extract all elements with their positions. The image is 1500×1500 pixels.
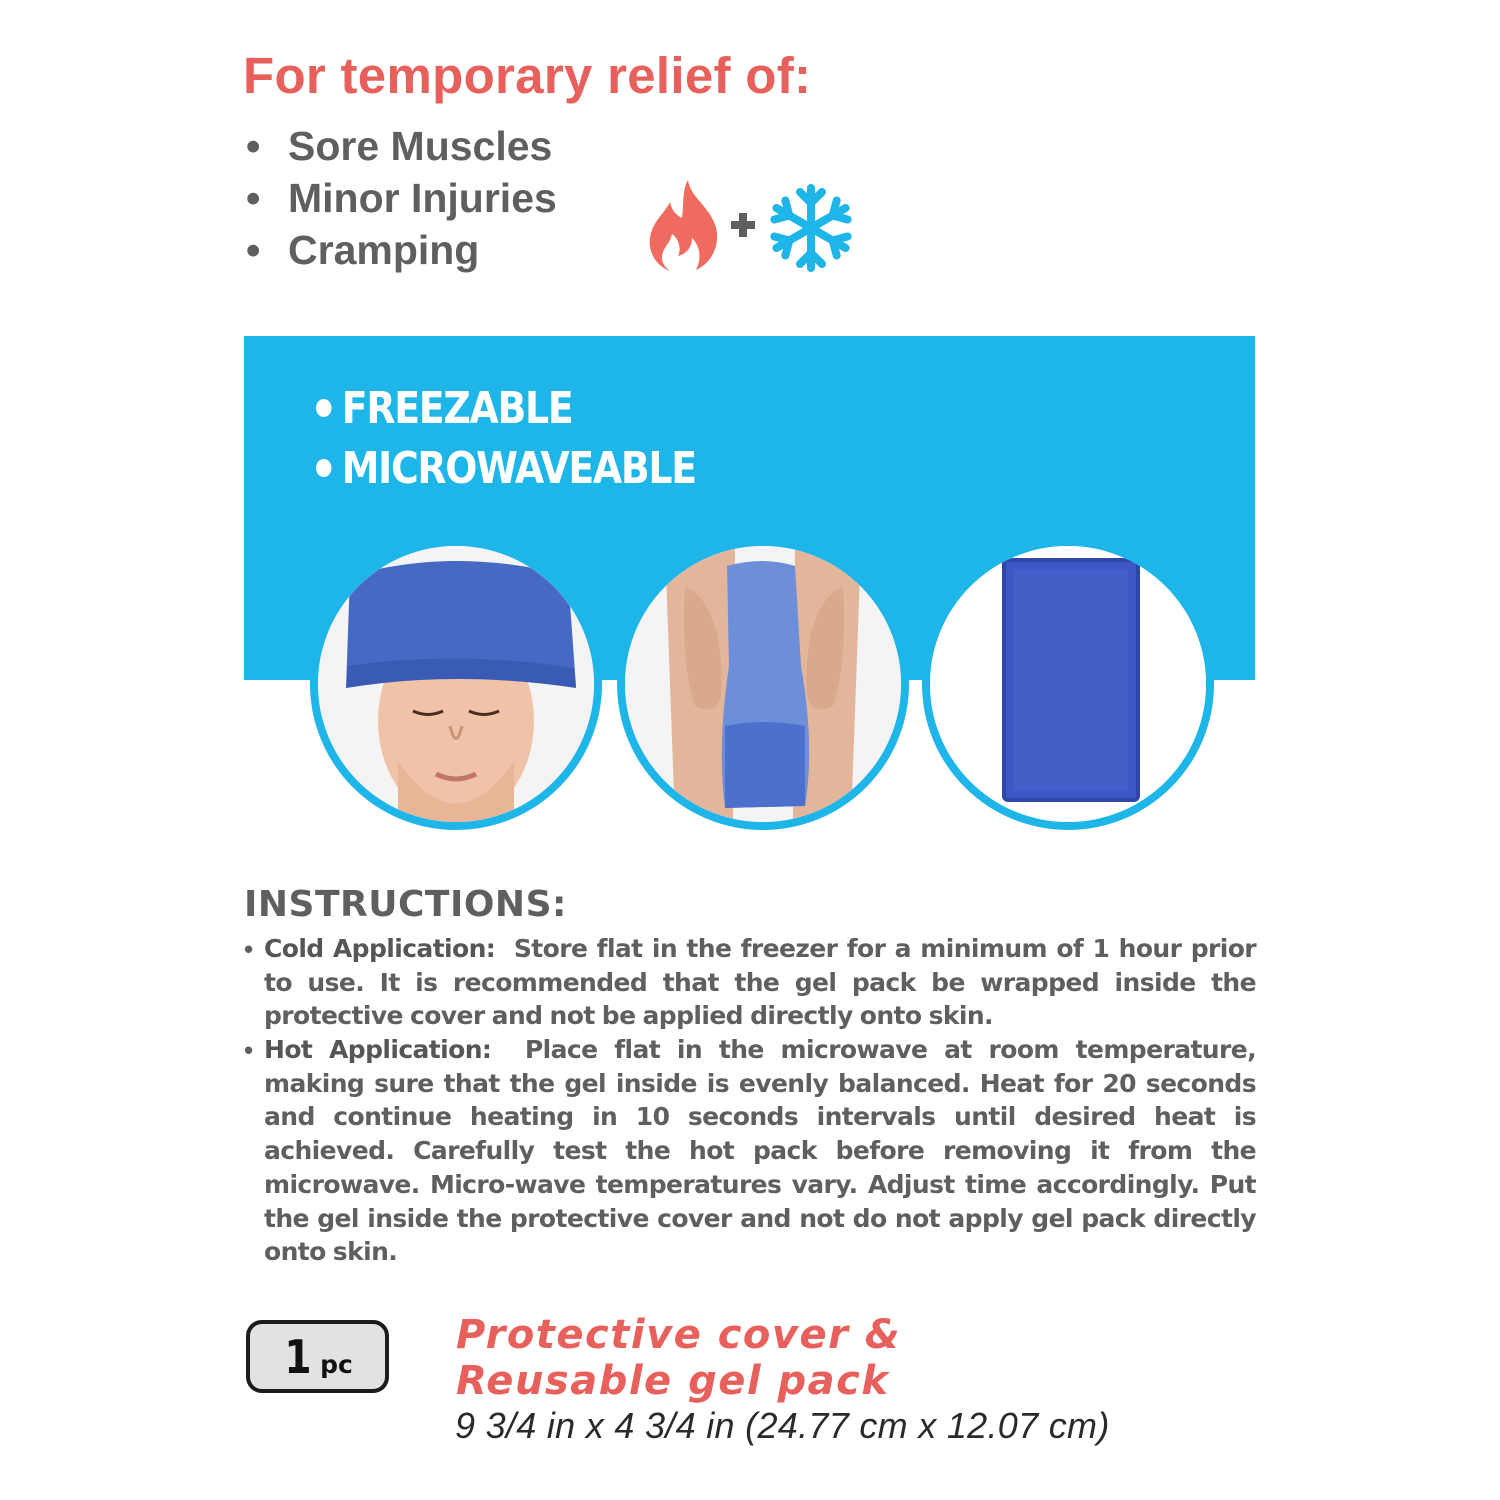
list-item xyxy=(246,120,557,172)
relief-title: For temporary relief of: xyxy=(243,47,812,104)
relief-item-label: Cramping xyxy=(288,227,480,273)
relief-list xyxy=(246,120,557,276)
instruction-cold-body xyxy=(264,932,1256,1033)
forehead-illustration xyxy=(318,546,594,822)
instruction-label: Hot Application: xyxy=(264,1035,492,1064)
pack-dimensions: 9 3/4 in x 4 3/4 in (24.77 cm x 12.07 cm) xyxy=(455,1405,1110,1446)
instruction-hot-body xyxy=(264,1033,1256,1269)
list-item xyxy=(246,172,557,224)
pack-title-line: Protective cover & xyxy=(456,1312,902,1358)
instruction-text: Store flat in the freezer for a minimum of 1 hour prior to use. It is recommended that the gel pack be wrapped inside the protective cover and not be applied directly onto skin. xyxy=(264,934,1256,1031)
bullet: • xyxy=(244,1035,254,1065)
snowflake-icon xyxy=(766,183,856,273)
feature-label: MICROWAVEABLE xyxy=(341,443,696,494)
feature-item-freezable xyxy=(316,380,696,440)
flame-icon xyxy=(648,178,720,272)
bullet xyxy=(316,399,331,417)
instructions-title: INSTRUCTIONS: xyxy=(244,884,567,925)
relief-item-label: Sore Muscles xyxy=(288,123,553,169)
instruction-text: Place flat in the microwave at room temperature, making sure that the gel inside is evenly balanced. Heat for 20 seconds and continue heating in 10 seconds intervals until desired heat is achieved. Carefully test the hot pack before removing it from the microwave. Micro-wave temperatures vary. Adjust time accordingly. Put the gel inside the protective cover and not do not apply gel pack directly onto skin. xyxy=(264,1035,1256,1267)
photo-knee xyxy=(617,538,909,830)
instruction-cold xyxy=(244,932,1256,1033)
feature-item-microwaveable xyxy=(316,440,696,500)
plus-icon xyxy=(729,210,757,240)
quantity-badge xyxy=(246,1320,389,1393)
bullet xyxy=(316,459,331,477)
gel-pack-illustration xyxy=(930,546,1206,822)
bullet: • xyxy=(246,175,261,221)
bullet: • xyxy=(246,227,261,273)
pack-title xyxy=(456,1312,901,1404)
quantity-unit: pc xyxy=(320,1350,353,1379)
feature-list xyxy=(316,380,758,500)
knee-illustration xyxy=(625,546,901,822)
quantity-count: 1 xyxy=(284,1330,312,1384)
pack-title-line: Reusable gel pack xyxy=(456,1358,890,1404)
photo-gel-pack xyxy=(922,538,1214,830)
bullet: • xyxy=(246,123,261,169)
bullet: • xyxy=(244,934,254,964)
instruction-label: Cold Application: xyxy=(264,934,496,963)
relief-item-label: Minor Injuries xyxy=(288,175,557,221)
instruction-hot xyxy=(244,1033,1256,1269)
feature-label: FREEZABLE xyxy=(341,383,573,434)
list-item xyxy=(246,224,557,276)
photo-forehead xyxy=(310,538,602,830)
